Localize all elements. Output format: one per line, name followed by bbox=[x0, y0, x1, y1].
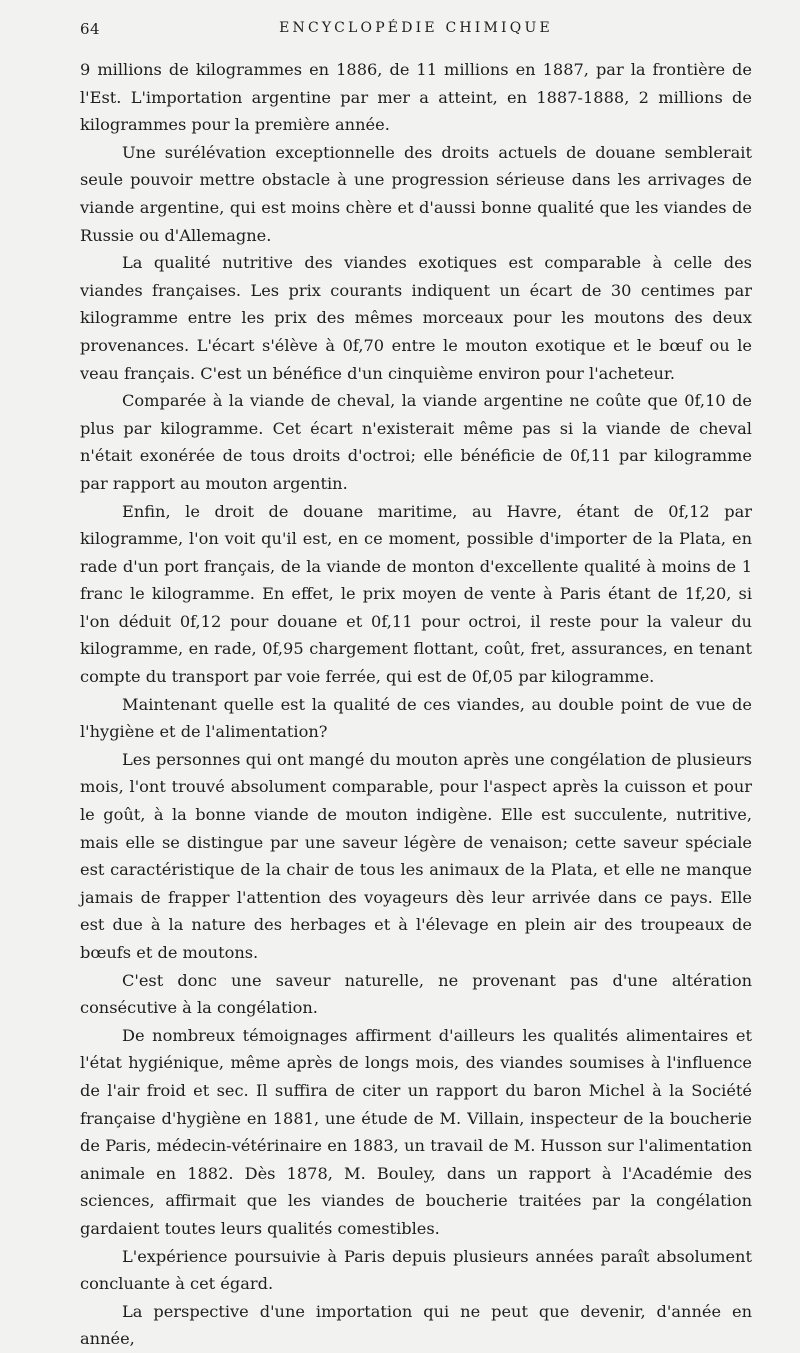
page-number: 64 bbox=[80, 20, 101, 38]
paragraph: Comparée à la viande de cheval, la viande argentine ne coûte que 0f,10 de plus par kilogramme. Cet écart n'existerait même pas si la viande de cheval n'était exonérée de tous droits d'octroi; elle bénéficie de 0f,11 par kilogramme par rapport au mouton argentin. bbox=[80, 391, 752, 493]
paragraph: La perspective d'une importation qui ne peut que devenir, d'année en année, bbox=[80, 1301, 752, 1349]
running-head bbox=[80, 20, 752, 44]
paragraph: Les personnes qui ont mangé du mouton après une congélation de plusieurs mois, l'ont trouvé absolument comparable, pour l'aspect après la cuisson et pour le goût, à la bonne viande de mouton indigène. Elle est succulente, nutritive, mais elle se distingue par une saveur légère de venaison; cette saveur spéciale est caractéristique de la chair de tous les animaux de la Plata, et elle ne manque jamais de frapper l'attention des voyageurs dès leur arrivée dans ce pays. Elle est due à la nature des herbages et à l'élevage en plein air des troupeaux de bœufs et de moutons. bbox=[80, 749, 752, 962]
body-text bbox=[80, 56, 752, 1353]
paragraph: L'expérience poursuivie à Paris depuis plusieurs années paraît absolument concluante à cet égard. bbox=[80, 1246, 752, 1294]
paragraph: Enfin, le droit de douane maritime, au Havre, étant de 0f,12 par kilogramme, l'on voit qu'il est, en ce moment, possible d'importer de la Plata, en rade d'un port français, de la viande de monton d'excellente qualité à moins de 1 franc le kilogramme. En effet, le prix moyen de vente à Paris étant de 1f,20, si l'on déduit 0f,12 pour douane et 0f,11 pour octroi, il reste pour la valeur du kilogramme, en rade, 0f,95 chargement flottant, coût, fret, assurances, en tenant compte du transport par voie ferrée, qui est de 0f,05 par kilogramme. bbox=[80, 501, 752, 687]
running-title: ENCYCLOPÉDIE CHIMIQUE bbox=[279, 20, 553, 36]
paragraph: Maintenant quelle est la qualité de ces viandes, au double point de vue de l'hygiène et de l'alimentation? bbox=[80, 694, 752, 742]
paragraph: Une surélévation exceptionnelle des droits actuels de douane semblerait seule pouvoir mettre obstacle à une progression sérieuse dans les arrivages de viande argentine, qui est moins chère et d'aussi bonne qualité que les viandes de Russie ou d'Allemagne. bbox=[80, 142, 752, 245]
paragraph: La qualité nutritive des viandes exotiques est comparable à celle des viandes françaises. Les prix courants indiquent un écart de 30 centimes par kilogramme entre les prix des mêmes morceaux pour les moutons des deux provenances. L'écart s'élève à 0f,70 entre le mouton exotique et le bœuf ou le veau français. C'est un bénéfice d'un cinquième environ pour l'acheteur. bbox=[80, 253, 752, 383]
paragraph: De nombreux témoignages affirment d'ailleurs les qualités alimentaires et l'état hygiénique, même après de longs mois, des viandes soumises à l'influence de l'air froid et sec. Il suffira de citer un rapport du baron Michel à la Société française d'hygiène en 1881, une étude de M. Villain, inspecteur de la boucherie de Paris, médecin-vétérinaire en 1883, un travail de M. Husson sur l'alimentation animale en 1882. Dès 1878, M. Bouley, dans un rapport à l'Académie des sciences, affirmait que les viandes de boucherie traitées par la congélation gardaient toutes leurs qualités comestibles. bbox=[80, 1025, 752, 1238]
paragraph: C'est donc une saveur naturelle, ne provenant pas d'une altération consécutive à la congélation. bbox=[80, 970, 752, 1018]
paragraph: 9 millions de kilogrammes en 1886, de 11 millions en 1887, par la frontière de l'Est. L'importation argentine par mer a atteint, en 1887-1888, 2 millions de kilogrammes pour la première année. bbox=[80, 60, 752, 135]
